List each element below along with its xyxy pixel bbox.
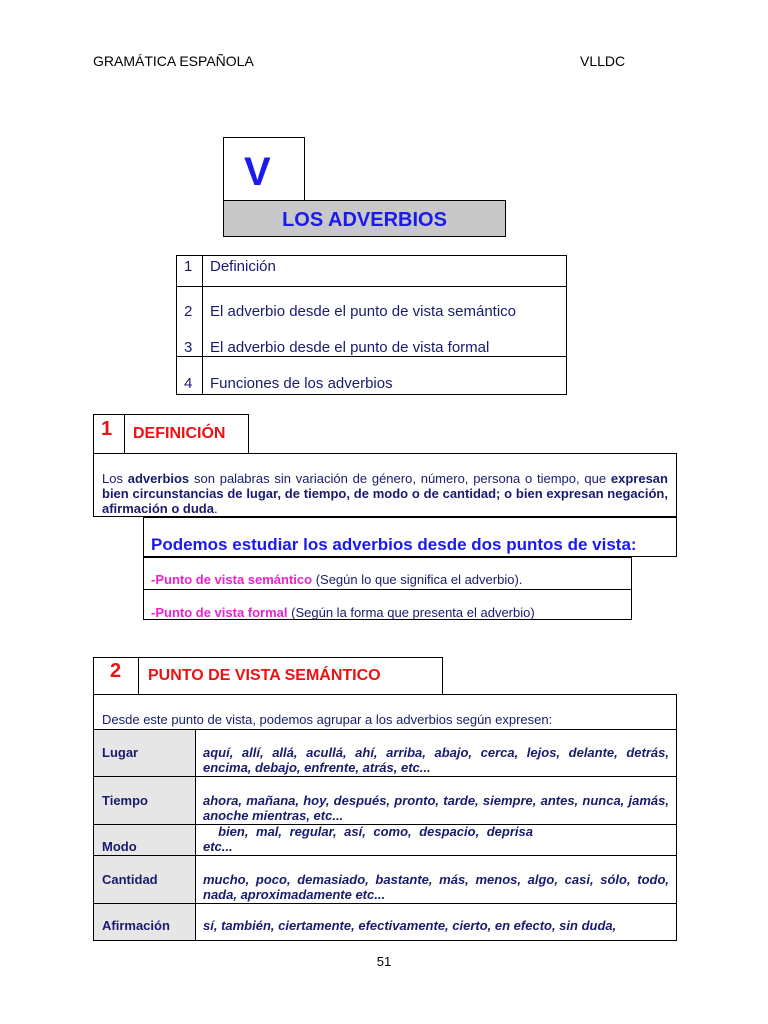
view-name: -Punto de vista semántico [151,572,313,587]
index-table [176,255,567,395]
section-2-title: PUNTO DE VISTA SEMÁNTICO [148,667,381,684]
definition-part: . [213,501,218,516]
index-row-divider [177,286,566,287]
header-right-title: VLLDC [580,53,626,69]
view-description: (Según lo que significa el adverbio). [312,572,523,587]
page-number: 51 [376,954,392,969]
definition-box [93,453,677,517]
semantic-intro: Desde este punto de vista, podemos agrupar a los adverbios según expresen: [102,712,553,727]
view-item [151,605,535,620]
view-description: (Según la forma que presenta el adverbio) [287,605,535,620]
header-left-title: GRAMÁTICA ESPAÑOLA [93,53,254,69]
table-row-label: Tiempo [102,793,148,808]
views-heading-box [143,517,677,557]
definition-part: Los [102,471,128,486]
definition-emphasis: expresan bien circunstancias de lugar, de tiempo, de modo o de cantidad; o bien expresan negación, afirmación o duda [102,471,668,516]
table-row-divider [94,776,676,777]
views-divider [144,589,631,590]
section-1-title-box [124,414,249,454]
table-row-value: ahora, mañana, hoy, después, pronto, tarde, siempre, antes, nunca, jamás, anoche mientras, etc... [203,793,669,823]
section-1-number-box [93,414,125,454]
definition-term: adverbios [127,471,190,486]
table-row-divider [94,855,676,856]
views-list [143,557,632,620]
chapter-number-box [223,137,305,201]
semantic-intro-box [93,694,677,730]
section-2-title-box [138,657,443,695]
index-number: 3 [184,339,193,356]
chapter-number: V [244,150,271,194]
table-row-label: Lugar [102,745,139,760]
section-1-number: 1 [101,418,113,440]
semantic-table [93,729,677,941]
view-item [151,572,522,587]
table-row-divider [94,903,676,904]
section-2-number: 2 [110,660,122,682]
definition-part: son palabras sin variación de género, número, persona o tiempo, que [189,471,611,486]
label-column [94,730,196,940]
chapter-title: LOS ADVERBIOS [282,209,447,231]
index-divider [202,256,203,394]
table-row-value: mucho, poco, demasiado, bastante, más, menos, algo, casi, sólo, todo, nada, aproximadamente etc... [203,872,669,902]
table-row-label: Modo [102,839,137,854]
table-row-value: aquí, allí, allá, acullá, ahí, arriba, abajo, cerca, lejos, delante, detrás, encima, debajo, enfrente, atrás, etc... [203,745,669,775]
index-number: 4 [184,375,193,392]
view-name: -Punto de vista formal [151,605,288,620]
index-number: 2 [184,303,193,320]
definition-text [102,471,668,516]
table-row-value: sí, también, ciertamente, efectivamente, cierto, en efecto, sin duda, [203,918,617,933]
table-row-value: bien, mal, regular, así, como, despacio, deprisa etc... [203,824,537,854]
section-2-number-box [93,657,139,695]
index-label: El adverbio desde el punto de vista formal [210,339,490,356]
table-row-label: Afirmación [102,918,170,933]
chapter-title-box [223,200,506,237]
section-1-title: DEFINICIÓN [133,425,226,442]
index-label: Funciones de los adverbios [210,375,393,392]
index-number: 1 [184,258,193,275]
views-heading: Podemos estudiar los adverbios desde dos puntos de vista: [151,535,637,554]
index-label: El adverbio desde el punto de vista semántico [210,303,517,320]
index-row-divider [177,356,566,357]
index-label: Definición [210,258,276,275]
table-row-label: Cantidad [102,872,158,887]
